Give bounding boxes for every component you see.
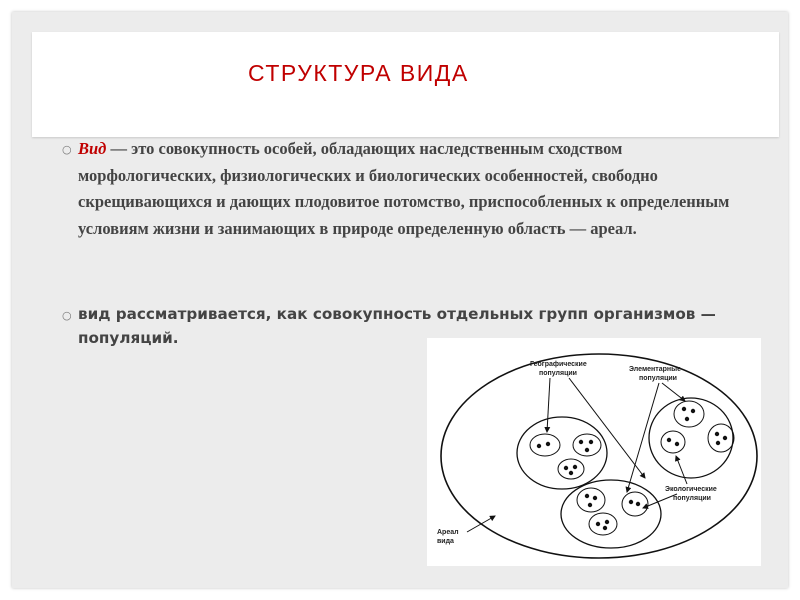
individual-dot (546, 442, 550, 446)
species-term: Вид (78, 139, 107, 158)
species-definition-text: — это совокупность особей, обладающих наследственным сходством морфологических, физиологических и биологических особенностей, свободно скрещивающихся и дающих плодовитое потомство, приспособленных к определенным условиям жизни и занимающих в природе определенную область — ареал. (78, 139, 730, 238)
individual-dot (603, 526, 607, 530)
individual-dot (667, 438, 671, 442)
individual-dot (691, 409, 695, 413)
diagram-background (427, 338, 761, 566)
individual-dot (585, 494, 589, 498)
species-range-label: Ареал (437, 529, 459, 536)
individual-dot (636, 502, 640, 506)
individual-dot (593, 496, 597, 500)
geographic-populations-label: популяции (539, 370, 577, 377)
individual-dot (715, 432, 719, 436)
individual-dot (537, 444, 541, 448)
individual-dot (573, 465, 577, 469)
elementary-populations-label: популяции (639, 375, 677, 382)
species-range-label: вида (437, 538, 454, 545)
individual-dot (723, 436, 727, 440)
individual-dot (564, 466, 568, 470)
individual-dot (585, 448, 589, 452)
slide-title: СТРУКТУРА ВИДА (248, 60, 469, 86)
individual-dot (569, 471, 573, 475)
individual-dot (675, 442, 679, 446)
individual-dot (596, 522, 600, 526)
population-statement-paragraph: вид рассматривается, как совокупность отдельных групп организмов — популяций. (78, 305, 716, 347)
ecological-populations-label: Экологические (665, 486, 717, 493)
individual-dot (682, 407, 686, 411)
species-structure-diagram (427, 338, 761, 566)
individual-dot (685, 417, 689, 421)
individual-dot (579, 440, 583, 444)
individual-dot (605, 520, 609, 524)
species-definition-paragraph (78, 136, 758, 242)
individual-dot (716, 441, 720, 445)
circle-bullet-icon: ○ (62, 143, 72, 156)
circle-bullet-icon: ○ (62, 309, 72, 322)
individual-dot (629, 500, 633, 504)
individual-dot (589, 440, 593, 444)
individual-dot (588, 503, 592, 507)
geographic-populations-label: Географические (530, 361, 587, 368)
ecological-populations-label: популяции (673, 495, 711, 502)
elementary-populations-label: Элементарные (629, 366, 681, 373)
